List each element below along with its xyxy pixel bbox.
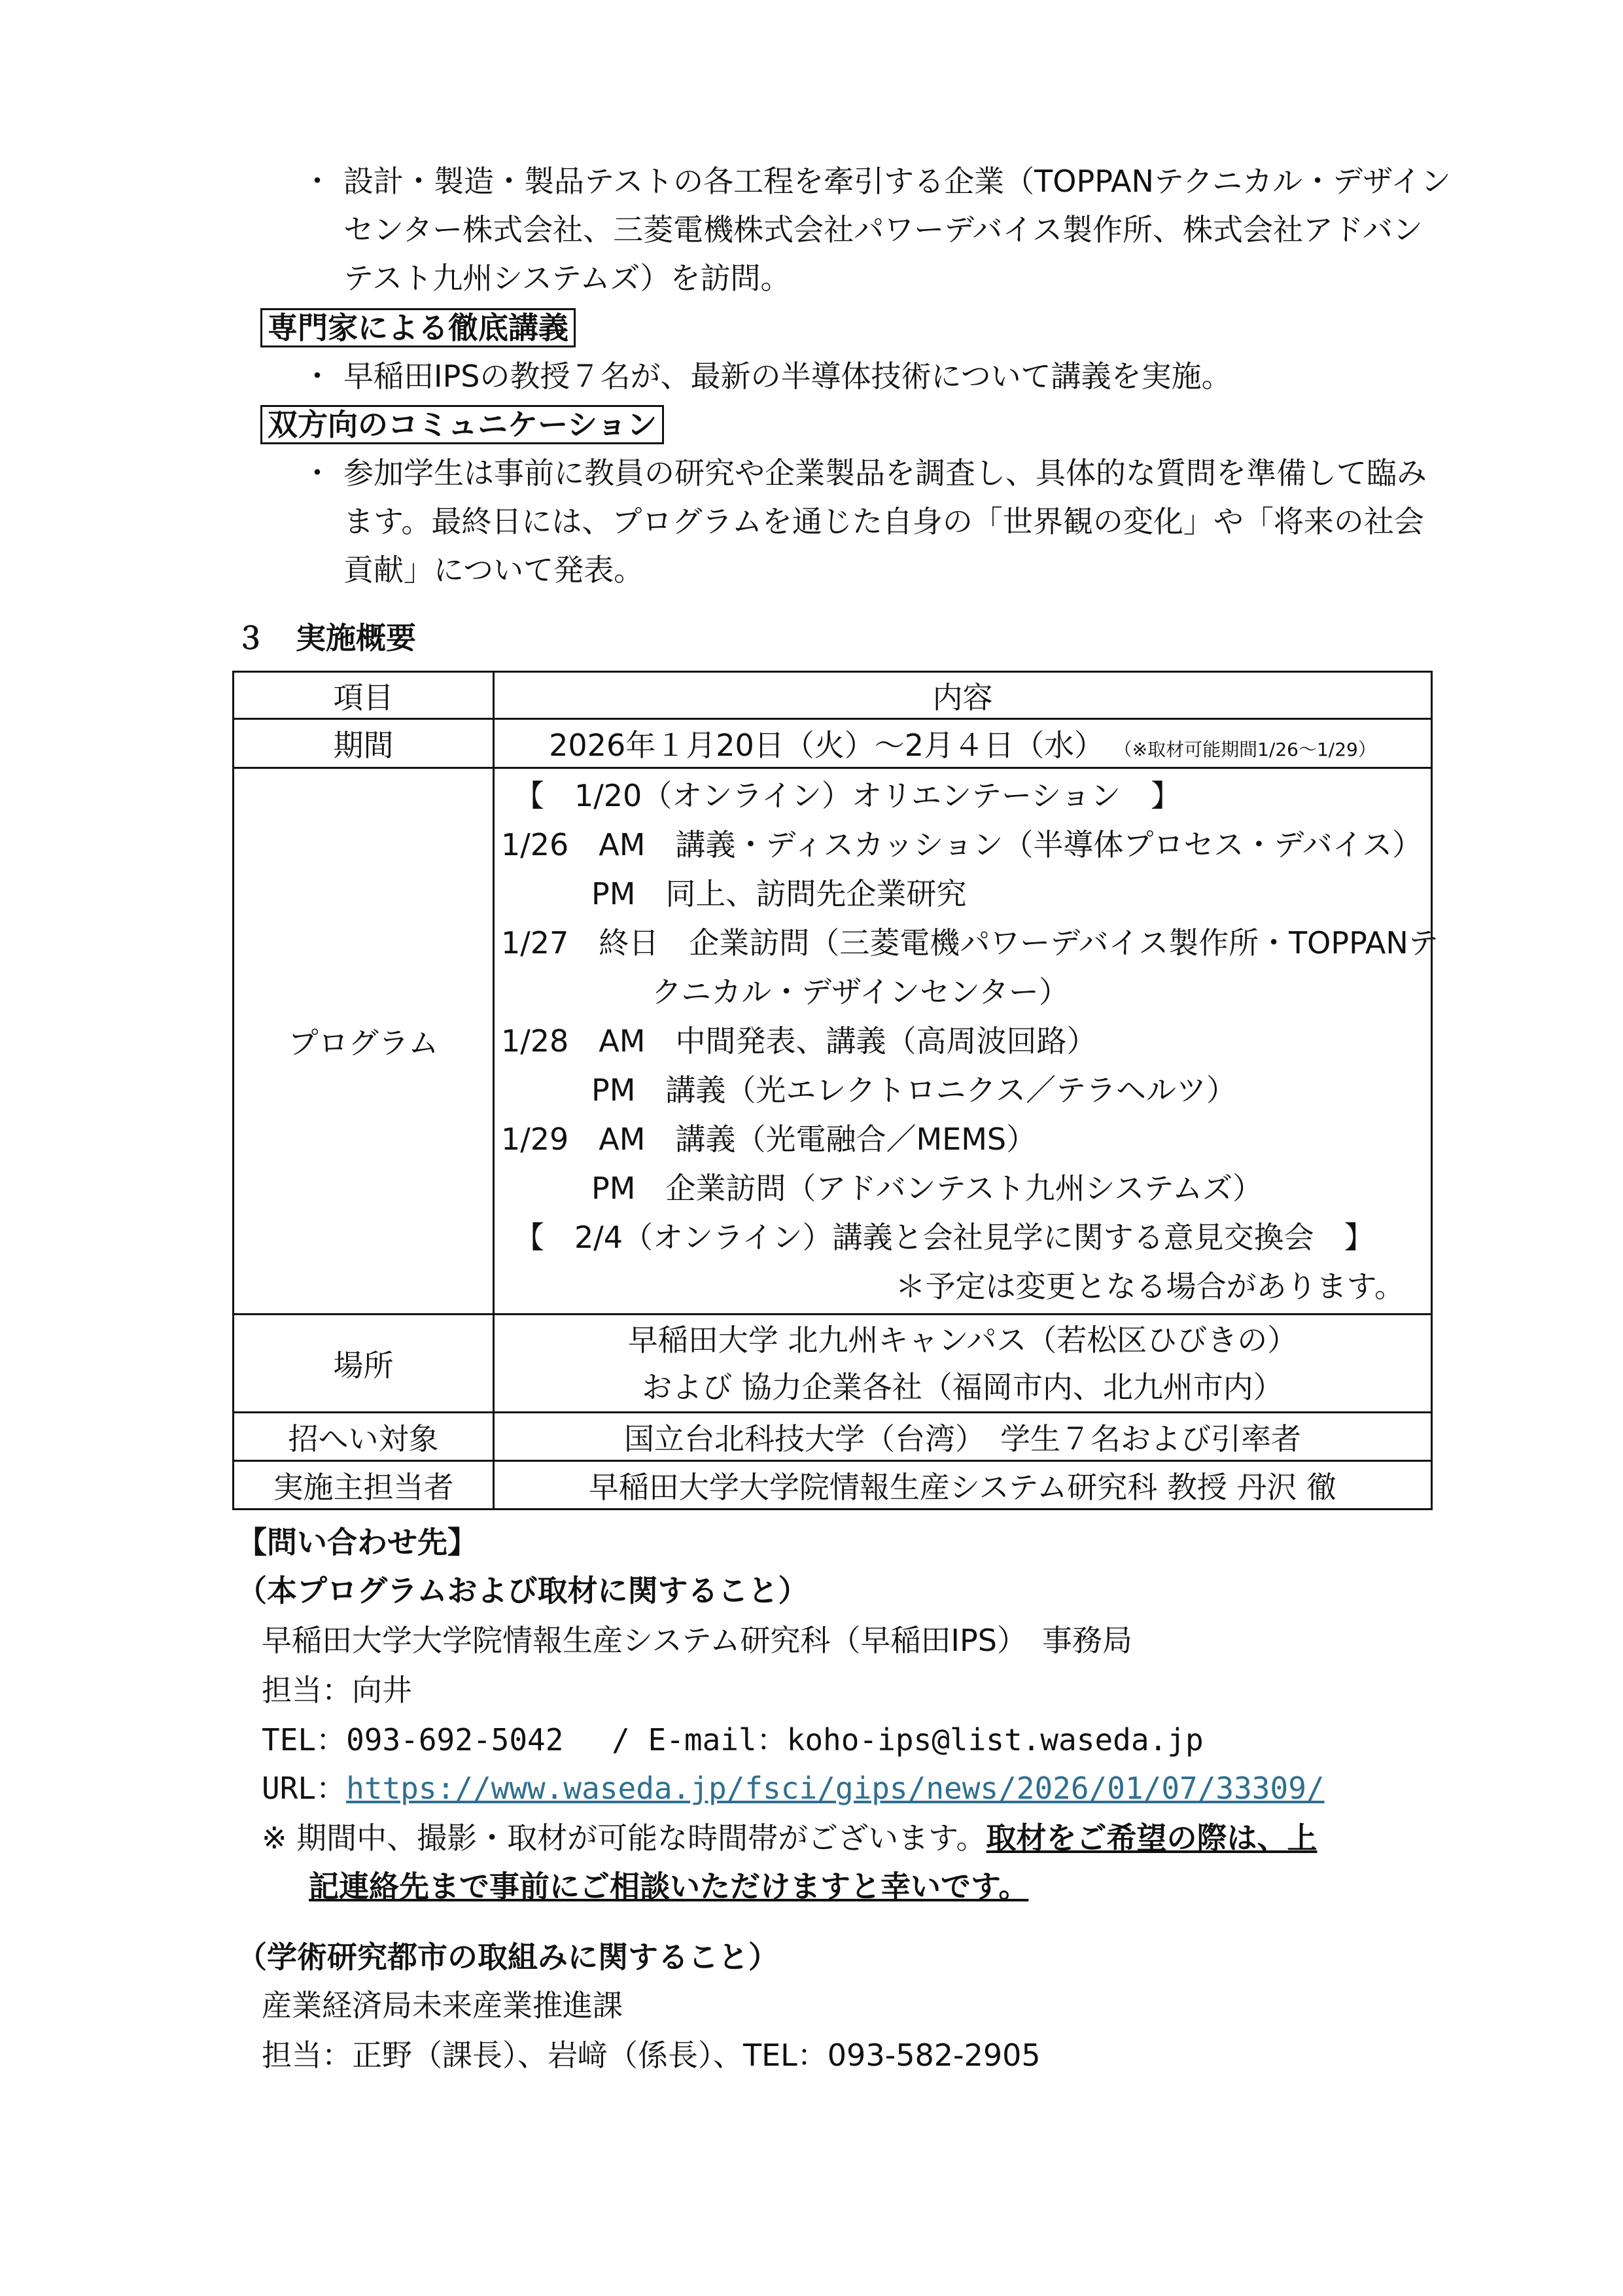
contact-org-ips: 早稲田大学大学院情報生産システム研究科（早稲田IPS） 事務局 <box>262 1623 1132 1658</box>
program-line: PM 講義（光エレクトロニクス／テラヘルツ） <box>501 1072 1237 1108</box>
bullet-1-line-3: テスト九州システムズ）を訪問。 <box>343 260 791 296</box>
period-cell <box>494 719 1432 768</box>
program-line: 1/27 終日 企業訪問（三菱電機パワーデバイス製作所・TOPPANテ <box>501 925 1439 961</box>
place-cell <box>494 1315 1432 1413</box>
bullet-marker: ・ <box>302 359 332 394</box>
table-row-place <box>234 1315 1432 1413</box>
program-line: 【 1/20（オンライン）オリエンテーション 】 <box>514 777 1181 813</box>
contact-note-prefix: ※ 期間中、撮影・取材が可能な時間帯がございます。 <box>262 1820 986 1856</box>
program-cell <box>494 768 1439 1315</box>
bullet-2-line: 早稲田IPSの教授７名が、最新の半導体技術について講義を実施。 <box>343 359 1232 394</box>
contact-url-line <box>262 1768 1325 1809</box>
program-line: クニカル・デザインセンター） <box>501 974 1070 1010</box>
section-3-title: ３ 実施概要 <box>236 620 416 656</box>
program-line: PM 企業訪問（アドバンテスト九州システムズ） <box>501 1170 1263 1206</box>
heading-expert-lectures: 専門家による徹底講義 <box>260 308 576 347</box>
contact-person-ips: 担当：向井 <box>262 1672 412 1708</box>
contact-note-line-1 <box>262 1818 1318 1858</box>
bullet-marker: ・ <box>302 164 332 199</box>
period-note: （※取材可能期間1/26～1/29） <box>1113 739 1376 760</box>
program-line: 1/28 AM 中間発表、講義（高周波回路） <box>501 1023 1097 1059</box>
program-line: 【 2/4（オンライン）講義と会社見学に関する意見交換会 】 <box>514 1219 1374 1255</box>
contact-title: 【問い合わせ先】 <box>237 1525 478 1560</box>
table-row-program <box>234 768 1432 1315</box>
place-line-2: および 協力企業各社（福岡市内、北九州市内） <box>642 1369 1283 1405</box>
contact-person-city: 担当：正野（課長）、岩﨑（係長）、TEL：093-582-2905 <box>262 2038 1041 2073</box>
bullet-1-line-2: センター株式会社、三菱電機株式会社パワーデバイス製作所、株式会社アドバン <box>343 212 1423 247</box>
place-label: 場所 <box>234 1315 494 1413</box>
heading-two-way-communication: 双方向のコミュニケーション <box>260 405 664 444</box>
contact-org-city: 産業経済局未来産業推進課 <box>262 1988 623 2023</box>
program-line: 1/29 AM 講義（光電融合／MEMS） <box>501 1121 1037 1157</box>
place-line-1: 早稲田大学 北九州キャンパス（若松区ひびきの） <box>627 1322 1298 1358</box>
contact-note-bold-2: 記連絡先まで事前にご相談いただけますと幸いです。 <box>309 1869 1029 1904</box>
period-value: 2026年１月20日（火）～2月４日（水） <box>549 728 1105 763</box>
program-line: 1/26 AM 講義・ディスカッション（半導体プロセス・デバイス） <box>501 826 1423 862</box>
period-label: 期間 <box>234 719 494 768</box>
invite-label: 招へい対象 <box>234 1413 494 1461</box>
bullet-3-line-2: ます。最終日には、プログラムを通じた自身の「世界観の変化」や「将来の社会 <box>343 504 1424 539</box>
contact-tel-email: TEL：093-692-5042 / E-mail：koho-ips@list.waseda.jp <box>262 1722 1204 1757</box>
program-label: プログラム <box>234 768 494 1315</box>
bullet-3-line-1: 参加学生は事前に教員の研究や企業製品を調査し、具体的な質問を準備して臨み <box>343 455 1427 491</box>
owner-value: 早稲田大学大学院情報生産システム研究科 教授 丹沢 徹 <box>494 1461 1432 1510</box>
bullet-1-line-1: 設計・製造・製品テストの各工程を牽引する企業（TOPPANテクニカル・デザイン <box>343 164 1451 199</box>
table-row-invite <box>234 1413 1432 1461</box>
program-line: PM 同上、訪問先企業研究 <box>501 875 967 911</box>
table-header-row <box>234 672 1432 719</box>
bullet-3-line-3: 貢献」について発表。 <box>343 552 644 588</box>
bullet-marker: ・ <box>302 455 332 491</box>
contact-note-bold-1: 取材をご希望の際は、上 <box>986 1820 1318 1856</box>
owner-label: 実施主担当者 <box>234 1461 494 1510</box>
program-note: ＊予定は変更となる場合があります。 <box>895 1268 1405 1304</box>
overview-table <box>232 671 1439 1510</box>
url-label: URL： <box>262 1771 347 1806</box>
contact-subtitle-program: （本プログラムおよび取材に関すること） <box>237 1573 809 1608</box>
header-item: 項目 <box>234 672 494 719</box>
table-row-owner <box>234 1461 1432 1510</box>
header-content: 内容 <box>494 672 1432 719</box>
table-row-period <box>234 719 1432 768</box>
news-url-link[interactable]: https://www.waseda.jp/fsci/gips/news/2026/01/07/33309/ <box>346 1771 1325 1806</box>
invite-value: 国立台北科技大学（台湾） 学生７名および引率者 <box>494 1413 1432 1461</box>
contact-subtitle-city: （学術研究都市の取組みに関すること） <box>237 1939 778 1975</box>
